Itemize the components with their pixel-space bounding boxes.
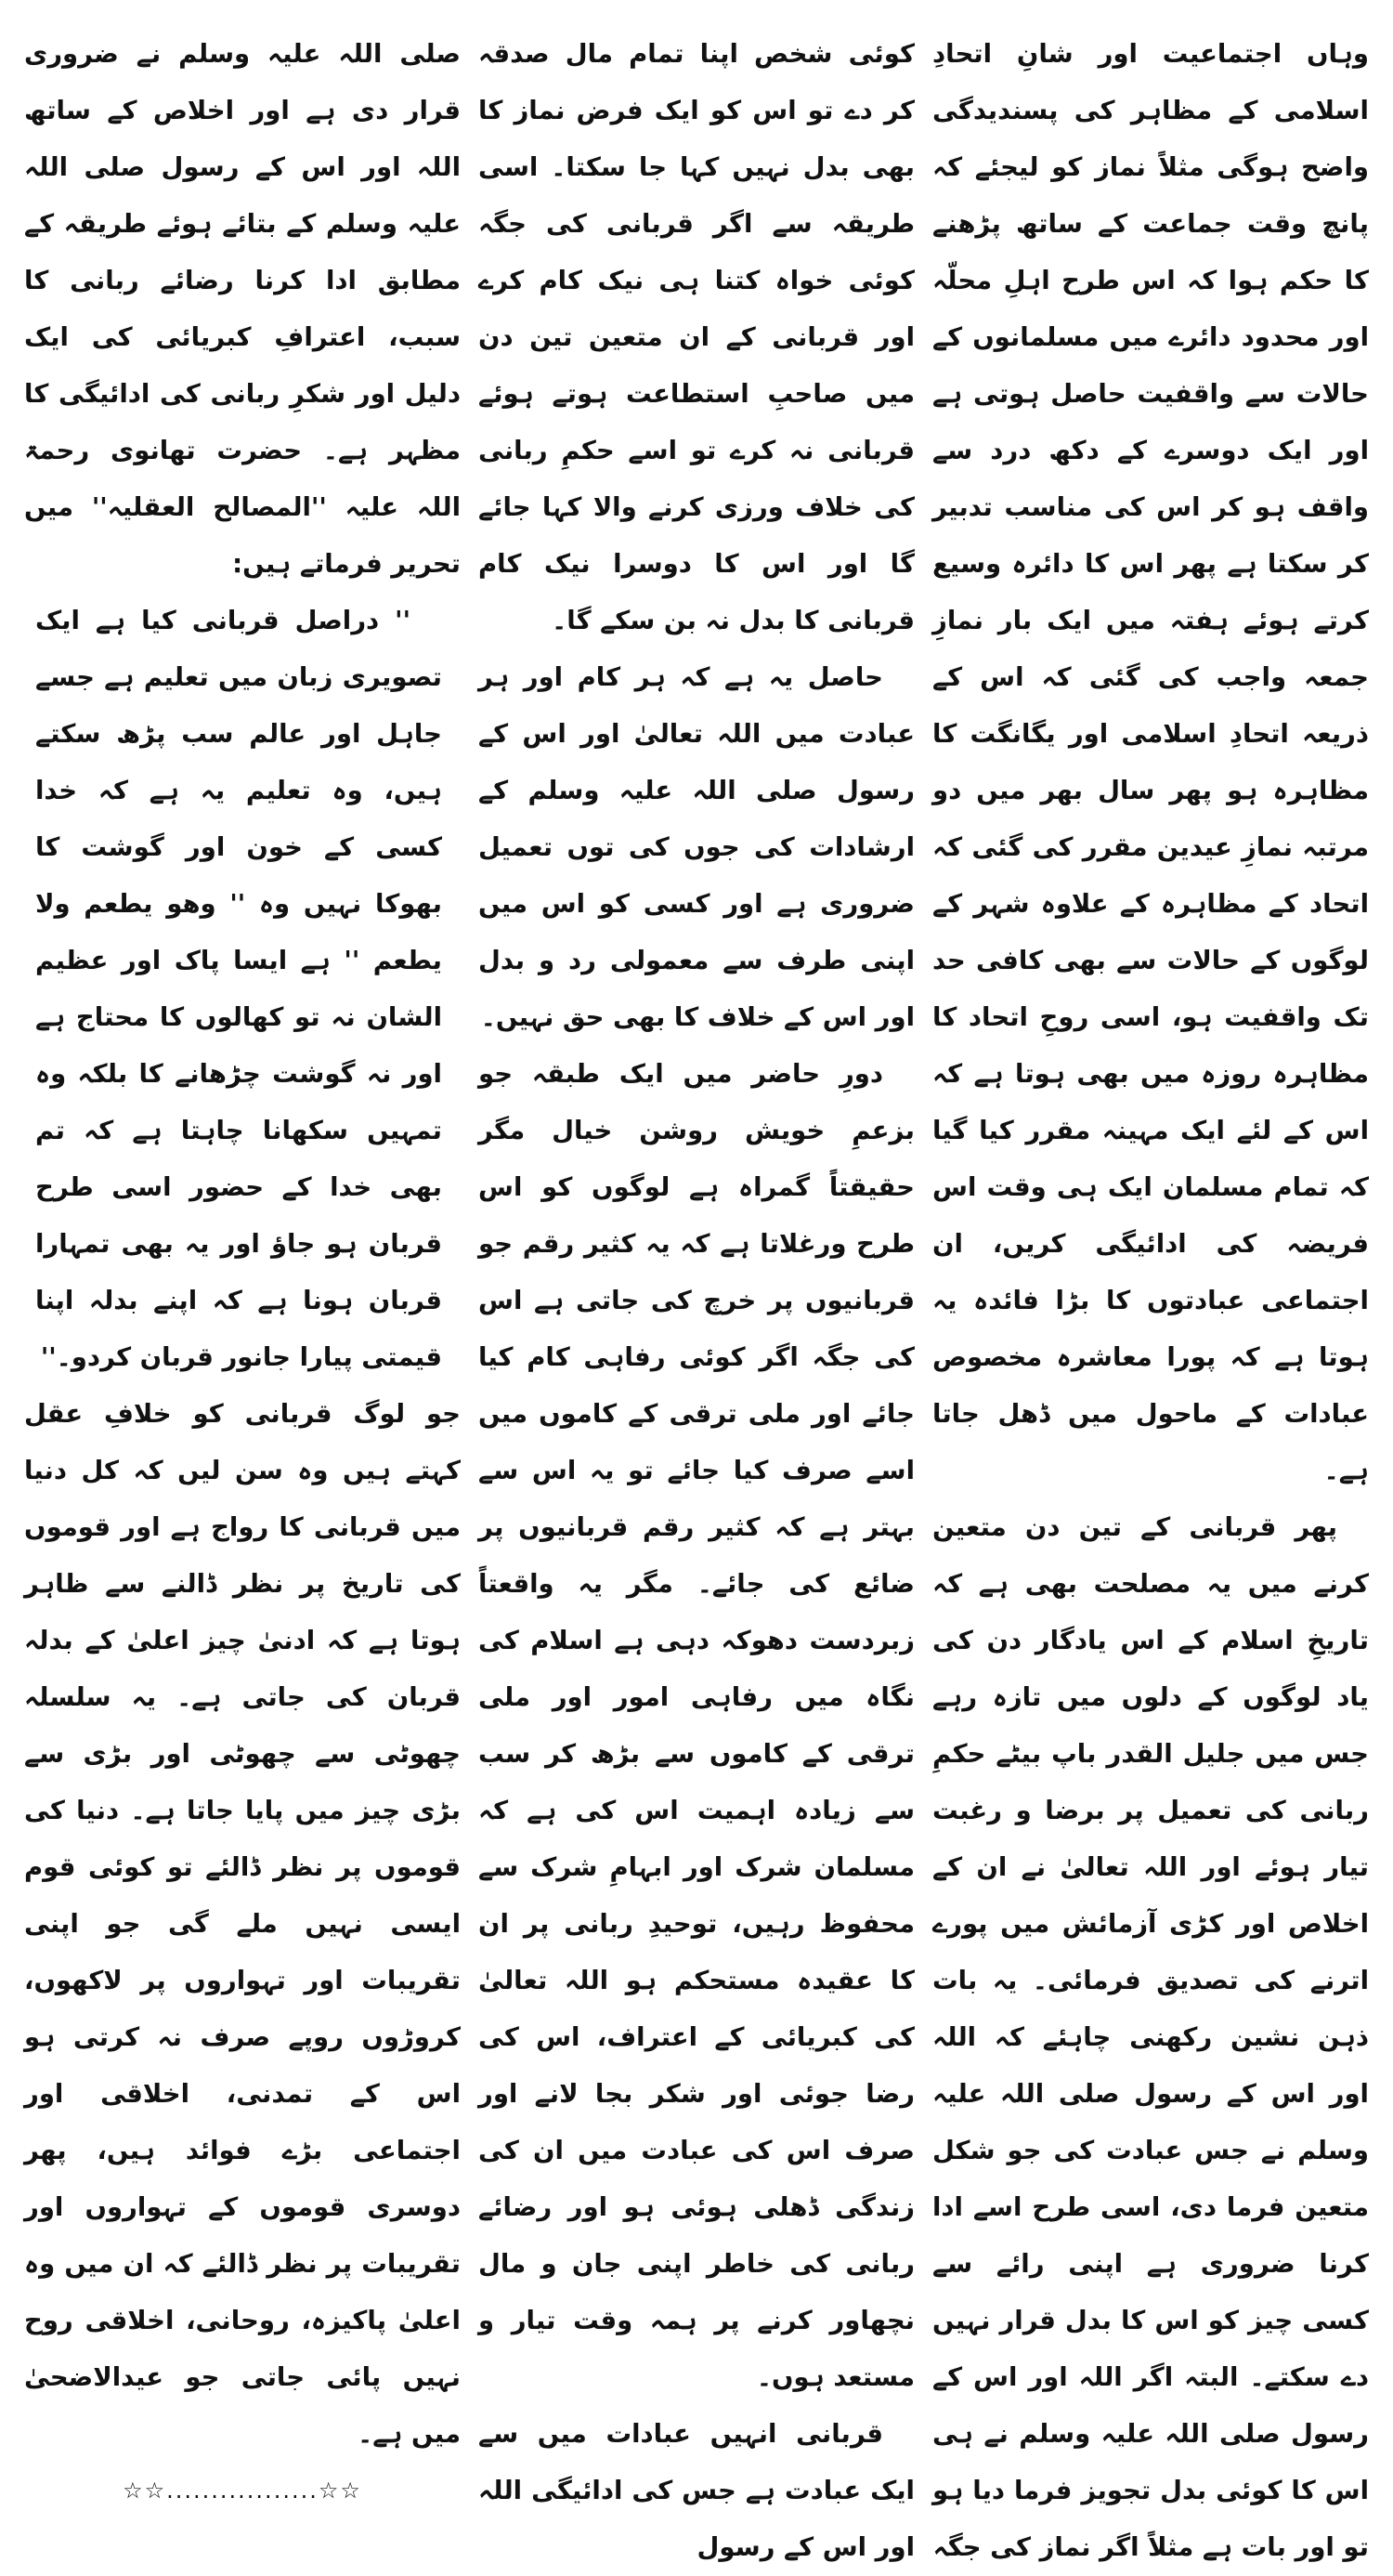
paragraph: پھر قربانی کے تین دن متعین کرنے میں یہ مصلحت بھی ہے کہ تاریخِ اسلام کے اس یادگار دن کی یاد لوگوں کے دلوں میں تازہ رہے جس میں جلیل القدر باپ بیٹے حکمِ ربانی کی تعمیل پر برضا و رغبت تیار ہوئے اور اللہ تعالیٰ نے ان کے اخلاص اور کڑی آزمائش میں پورے اترنے کی تصدیق فرمائی۔ یہ بات ذہن نشین رکھنی چاہئے کہ اللہ اور اس کے رسول صلی اللہ علیہ وسلم نے جس عبادت کی جو شکل متعین فرما دی، اسی طرح اسے ادا کرنا ضروری ہے اپنی رائے سے کسی چیز کو اس کا بدل قرار نہیں دے سکتے۔ البتہ اگر اللہ اور اس کے رسول صلی اللہ علیہ وسلم نے ہی اس کا کوئی بدل تجویز فرما دیا ہو تو اور بات ہے مثلاً اگر نماز کی جگہ [932,1512,1369,2562]
quotation-paragraph: '' دراصل قربانی کیا ہے ایک تصویری زبان میں تعلیم ہے جسے جاہل اور عالم سب پڑھ سکتے ہیں، وہ تعلیم یہ ہے کہ خدا کسی کے خون اور گوشت کا بھوکا نہیں وہ '' وھو یطعم ولا یطعم '' ہے ایسا پاک اور عظیم الشان نہ تو کھالوں کا محتاج ہے اور نہ گوشت چڑھانے کا بلکہ وہ تمہیں سکھانا چاہتا ہے کہ تم بھی خدا کے حضور اسی طرح قربان ہو جاؤ اور یہ بھی تمہارا قربان ہونا ہے کہ اپنے بدلہ اپنا قیمتی پیارا جانور قربان کردو۔'' [35,606,442,1372]
paragraph: کوئی شخص اپنا تمام مال صدقہ کر دے تو اس کو ایک فرض نماز کا بھی بدل نہیں کہا جا سکتا۔ اسی طریقہ سے اگر قربانی کی جگہ کوئی خواہ کتنا ہی نیک کام کرے اور قربانی کے ان متعین تین دن میں صاحبِ استطاعت ہوتے ہوئے قربانی نہ کرے تو اسے حکمِ ربانی کی خلاف ورزی کرنے والا کہا جائے گا اور اس کا دوسرا نیک کام قربانی کا بدل نہ بن سکے گا۔ [478,39,915,635]
article-end-ornament: ☆☆.................☆☆ [123,2478,362,2504]
text-column-left [24,26,461,2504]
paragraph: دورِ حاضر میں ایک طبقہ جو بزعمِ خویش روشن خیال مگر حقیقتاً گمراہ ہے لوگوں کو اس طرح ورغلاتا ہے کہ یہ کثیر رقم جو قربانیوں پر خرچ کی جاتی ہے اس کی جگہ اگر کوئی رفاہی کام کیا جائے اور ملی ترقی کے کاموں میں اسے صرف کیا جائے تو یہ اس سے بہتر ہے کہ کثیر رقم قربانیوں پر ضائع کی جائے۔ مگر یہ واقعتاً زبردست دھوکہ دہی ہے اسلام کی نگاہ میں رفاہی امور اور ملی ترقی کے کاموں سے بڑھ کر سب سے زیادہ اہمیت اس کی ہے کہ مسلمان شرک اور ابہامِ شرک سے محفوظ رہیں، توحیدِ ربانی پر ان کا عقیدہ مستحکم ہو اللہ تعالیٰ کی کبریائی کے اعتراف، اس کی رضا جوئی اور شکر بجا لانے اور صرف اس کی عبادت میں ان کی زندگی ڈھلی ہوئی ہو اور رضائے ربانی کی خاطر اپنی جان و مال نچھاور کرنے پر ہمہ وقت تیار و مستعد ہوں۔ [478,1059,915,2392]
text-column-right [932,26,1369,2562]
paragraph: صلی اللہ علیہ وسلم نے ضروری قرار دی ہے اور اخلاص کے ساتھ اللہ اور اس کے رسول صلی اللہ علیہ وسلم کے بتائے ہوئے طریقہ کے مطابق ادا کرنا رضائے ربانی کا سبب، اعترافِ کبریائی کی ایک دلیل اور شکرِ ربانی کی ادائیگی کا مظہر ہے۔ حضرت تھانوی رحمۃ اللہ علیہ ''المصالح العقلیہ'' میں تحریر فرماتے ہیں: [24,39,461,579]
paragraph: جو لوگ قربانی کو خلافِ عقل کہتے ہیں وہ سن لیں کہ کل دنیا میں قربانی کا رواج ہے اور قوموں کی تاریخ پر نظر ڈالنے سے ظاہر ہوتا ہے کہ ادنیٰ چیز اعلیٰ کے بدلہ قربان کی جاتی ہے۔ یہ سلسلہ چھوٹی سے چھوٹی اور بڑی سے بڑی چیز میں پایا جاتا ہے۔ دنیا کی قوموں پر نظر ڈالئے تو کوئی قوم ایسی نہیں ملے گی جو اپنی تقریبات اور تہواروں پر لاکھوں، کروڑوں روپے صرف نہ کرتی ہو اس کے تمدنی، اخلاقی اور اجتماعی بڑے فوائد ہیں، پھر دوسری قوموں کے تہواروں اور تقریبات پر نظر ڈالئے کہ ان میں وہ اعلیٰ پاکیزہ، روحانی، اخلاقی روح نہیں پائی جاتی جو عیدالاضحیٰ میں ہے۔ [24,1399,461,2449]
paragraph: قربانی انہیں عبادات میں سے ایک عبادت ہے جس کی ادائیگی اللہ اور اس کے رسول [478,2419,915,2562]
text-column-middle [478,26,915,2562]
paragraph: حاصل یہ ہے کہ ہر کام اور ہر عبادت میں اللہ تعالیٰ اور اس کے رسول صلی اللہ علیہ وسلم کے ارشادات کی جوں کی توں تعمیل ضروری ہے اور کسی کو اس میں اپنی طرف سے معمولی رد و بدل اور اس کے خلاف کا بھی حق نہیں۔ [478,662,915,1032]
paragraph: وہاں اجتماعیت اور شانِ اتحادِ اسلامی کے مظاہر کی پسندیدگی واضح ہوگی مثلاً نماز کو لیجئے کہ پانچ وقت جماعت کے ساتھ پڑھنے کا حکم ہوا کہ اس طرح اہلِ محلّہ اور محدود دائرے میں مسلمانوں کے حالات سے واقفیت حاصل ہوتی ہے اور ایک دوسرے کے دکھ درد سے واقف ہو کر اس کی مناسب تدبیر کر سکتا ہے پھر اس کا دائرہ وسیع کرتے ہوئے ہفتہ میں ایک بار نمازِ جمعہ واجب کی گئی کہ اس کے ذریعہ اتحادِ اسلامی اور یگانگت کا مظاہرہ ہو پھر سال بھر میں دو مرتبہ نمازِ عیدین مقرر کی گئی کہ اتحاد کے مظاہرہ کے علاوہ شہر کے لوگوں کے حالات سے بھی کافی حد تک واقفیت ہو، اسی روحِ اتحاد کا مظاہرہ روزہ میں بھی ہوتا ہے کہ اس کے لئے ایک مہینہ مقرر کیا گیا کہ تمام مسلمان ایک ہی وقت اس فریضہ کی ادائیگی کریں، ان اجتماعی عبادتوں کا بڑا فائدہ یہ ہوتا ہے کہ پورا معاشرہ مخصوص عبادات کے ماحول میں ڈھل جاتا ہے۔ [932,39,1369,1485]
